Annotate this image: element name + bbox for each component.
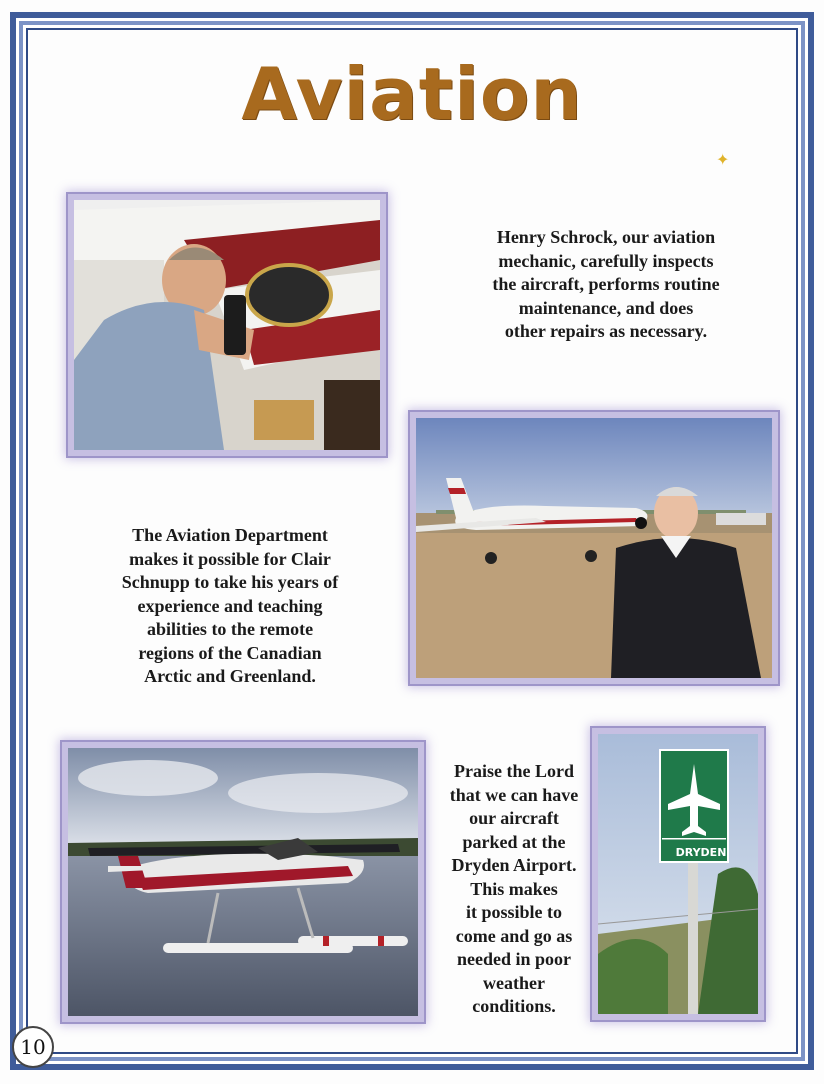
photo-mechanic	[68, 194, 386, 456]
photo-floatplane	[62, 742, 424, 1022]
photo-pilot-with-plane	[410, 412, 778, 684]
caption-aviation-department: The Aviation Department makes it possible for Clair Schnupp to take his years of experience and teaching abilities to the remote regions of the Canadian Arctic and Greenland.	[121, 525, 339, 686]
sign-label: DRYDEN	[675, 846, 727, 859]
sparkle-icon: ✦	[716, 152, 730, 169]
page-title: Aviation	[241, 52, 583, 136]
photo-dryden-sign	[592, 728, 764, 1020]
caption-mechanic: Henry Schrock, our aviation mechanic, carefully inspects the aircraft, performs routine maintenance, and does other repairs as necessary.	[492, 227, 720, 341]
caption-dryden-airport: Praise the Lord that we can have our aircraft parked at the Dryden Airport. This makes it possible to come and go as needed in poor weather conditions.	[449, 761, 579, 1016]
page-number: 10	[12, 1026, 54, 1068]
